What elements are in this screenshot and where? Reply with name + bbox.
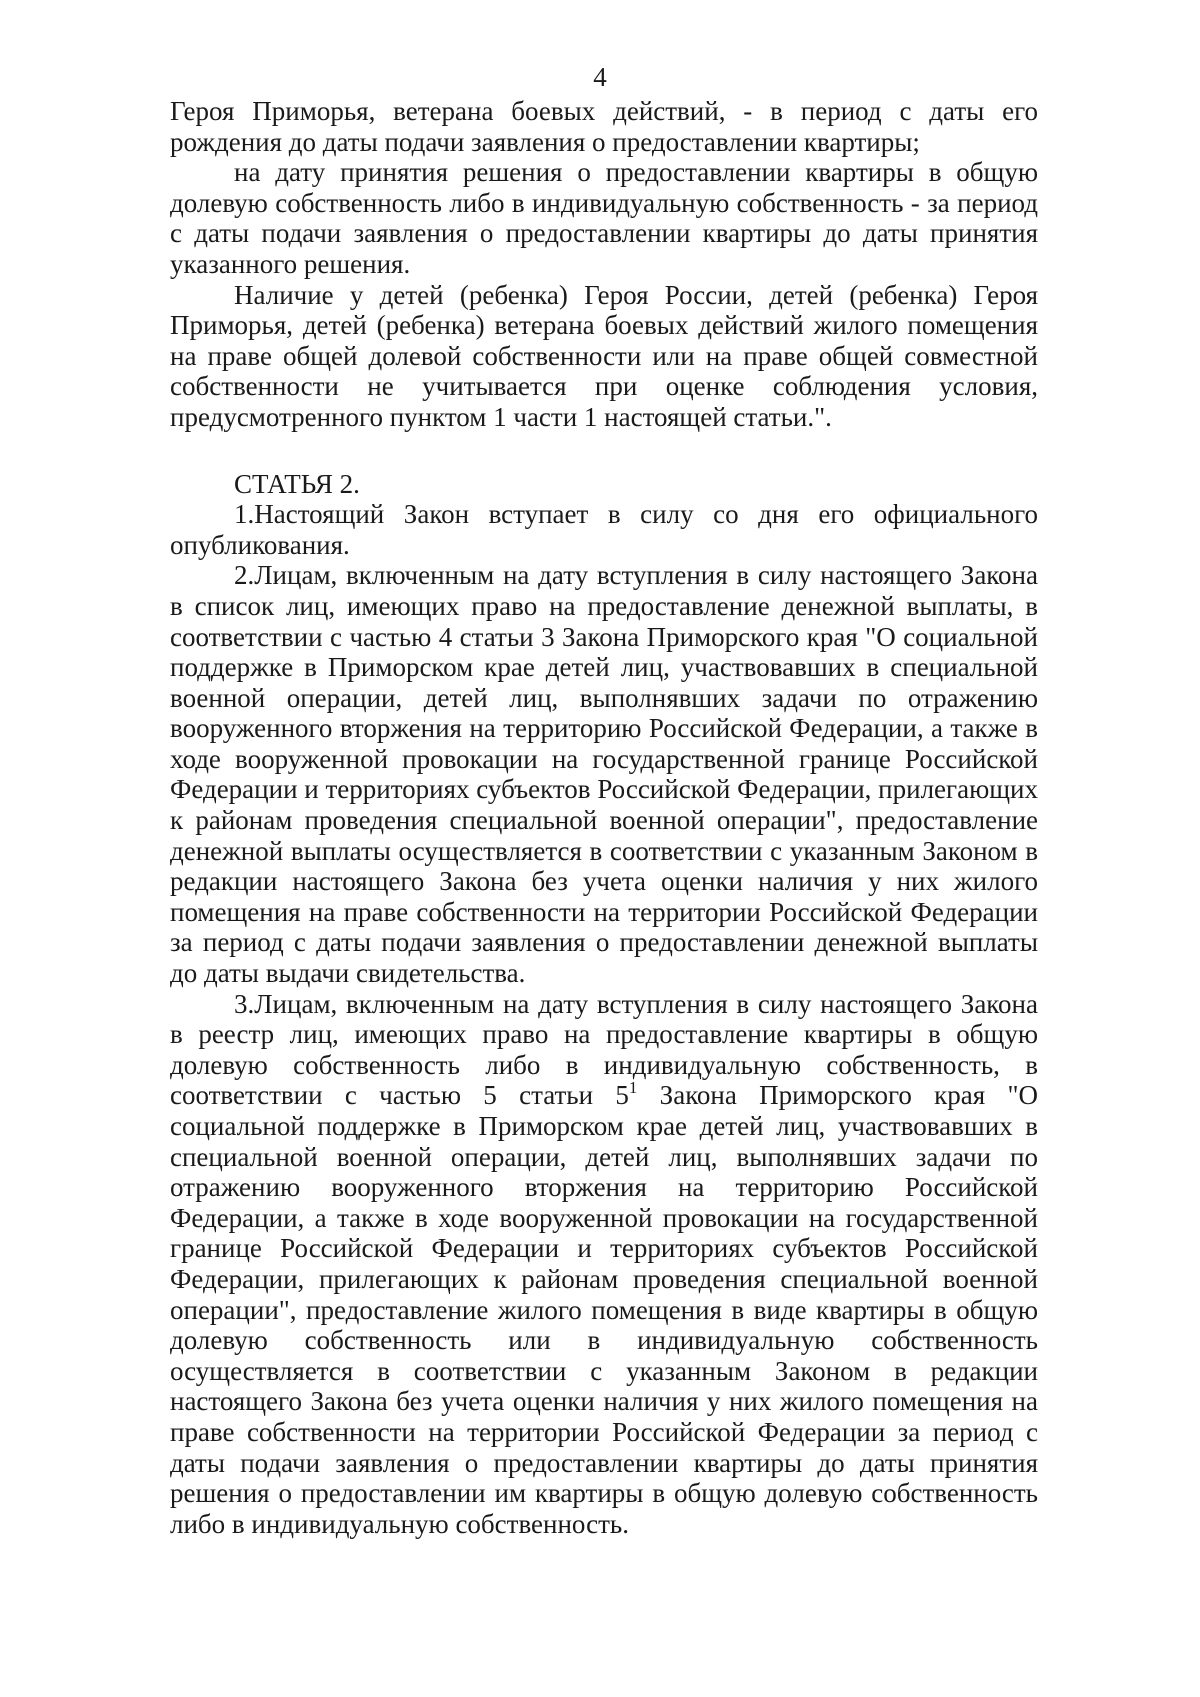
clause-3-text-end: Закона Приморского края "О социальной поддержке в Приморском крае детей лиц, участвовавших в специальной военной операции, детей лиц, выполнявших задачи по отражению вооруженного вторжения на территорию Российской Федерации, а также в ходе вооруженной провокации на государственной границе Российской Федерации и территориях субъектов Российской Федерации, прилегающих к районам проведения специальной военной операции", предоставление жилого помещения в виде квартиры в общую долевую собственность или в индивидуальную собственность осуществляется в соответствии с указанным Законом в редакции настоящего Закона без учета оценки наличия у них жилого помещения на праве собственности на территории Российской Федерации за период с даты подачи заявления о предоставлении квартиры до даты принятия решения о предоставлении им квартиры в общую долевую собственность либо в индивидуальную собственность. bbox=[170, 1080, 1038, 1539]
article-clause-1: 1.Настоящий Закон вступает в силу со дня его официального опубликования. bbox=[170, 499, 1038, 560]
article-heading: СТАТЬЯ 2. bbox=[234, 468, 360, 499]
article-clause-2: 2.Лицам, включенным на дату вступления в силу настоящего Закона в список лиц, имеющих право на предоставление денежной выплаты, в соответствии с частью 4 статьи 3 Закона Приморского края "О социальной поддержке в Приморском крае детей лиц, участвовавших в специальной военной операции, детей лиц, выполнявших задачи по отражению вооруженного вторжения на территорию Российской Федерации, а также в ходе вооруженной провокации на государственной границе Российской Федерации и территориях субъектов Российской Федерации, прилегающих к районам проведения специальной военной операции", предоставление денежной выплаты осуществляется в соответствии с указанным Законом в редакции настоящего Закона без учета оценки наличия у них жилого помещения на праве собственности на территории Российской Федерации за период с даты подачи заявления о предоставлении денежной выплаты до даты выдачи свидетельства. bbox=[170, 560, 1038, 989]
spacer bbox=[170, 433, 1038, 469]
paragraph-shared-ownership: Наличие у детей (ребенка) Героя России, детей (ребенка) Героя Приморья, детей (ребенка) ветерана боевых действий жилого помещения на праве общей долевой собственности или на праве общей совместной собственности не учитывается при оценке соблюдения условия, предусмотренного пунктом 1 части 1 настоящей статьи.". bbox=[170, 279, 1038, 432]
article-clause-3 bbox=[170, 989, 1038, 1540]
clause-3-superscript: 1 bbox=[628, 1078, 638, 1098]
clause-3-text-start: 3.Лицам, включенным на дату вступления в силу настоящего Закона в реестр лиц, имеющих право на предоставление квартиры в общую долевую собственность либо в индивидуальную собственность, в соответствии с частью 5 статьи 5 bbox=[170, 988, 1038, 1111]
paragraph-decision-date: на дату принятия решения о предоставлении квартиры в общую долевую собственность либо в индивидуальную собственность - за период с даты подачи заявления о предоставлении квартиры до даты принятия указанного решения. bbox=[170, 157, 1038, 279]
paragraph-continuation: Героя Приморья, ветерана боевых действий, - в период с даты его рождения до даты подачи заявления о предоставлении квартиры; bbox=[170, 96, 1038, 157]
document-body bbox=[170, 96, 1038, 1539]
page-number: 4 bbox=[593, 62, 607, 92]
